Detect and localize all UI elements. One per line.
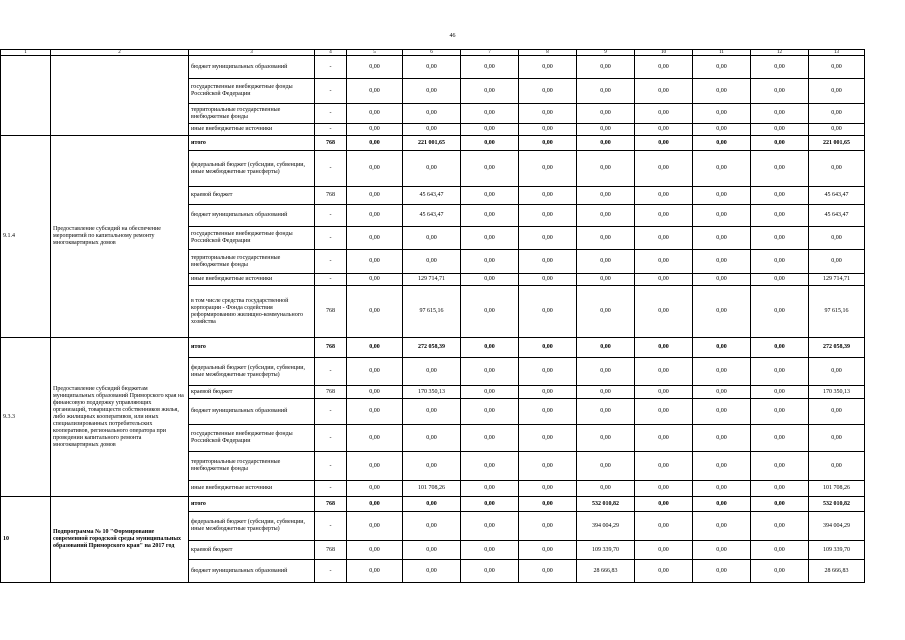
amount-cell: 0,00 [461,286,519,338]
amount-cell: 0,00 [577,425,635,452]
item-code: 9.3.3 [1,338,51,497]
amount-cell: 0,00 [461,358,519,386]
amount-cell: 0,00 [403,124,461,136]
item-name: Предоставление субсидий бюджетам муниципальных образований Приморского края на финансовую поддержку управляющих организаций, товариществ собственников жилья, либо жилищных кооперативов, или иных специализированных потребительских кооперативов, регионального оператора при проведении капитального ремонта многоквартирных домов [51,338,189,497]
funding-source: территориальные государственные внебюджетные фонды [189,104,315,124]
amount-cell: 0,00 [403,497,461,512]
amount-cell: 28 666,83 [577,560,635,583]
column-number: 10 [635,50,693,56]
amount-cell: 97 615,16 [809,286,865,338]
item-code: 9.1.4 [1,136,51,338]
admin-code: - [315,227,347,250]
amount-cell: 0,00 [693,104,751,124]
amount-cell: 0,00 [635,425,693,452]
amount-cell: 0,00 [347,250,403,274]
amount-cell: 0,00 [347,124,403,136]
amount-cell: 0,00 [403,399,461,425]
amount-cell: 394 004,29 [577,512,635,541]
admin-code: - [315,481,347,497]
item-code: 10 [1,497,51,583]
amount-cell: 0,00 [519,56,577,79]
amount-cell: 0,00 [751,124,809,136]
amount-cell: 0,00 [693,250,751,274]
column-number: 1 [1,50,51,56]
funding-source: федеральный бюджет (субсидии, субвенции, иные межбюджетные трансферты) [189,151,315,187]
amount-cell: 0,00 [347,136,403,151]
amount-cell: 101 708,26 [403,481,461,497]
amount-cell: 0,00 [809,250,865,274]
amount-cell: 45 643,47 [403,205,461,227]
column-number: 8 [519,50,577,56]
amount-cell: 0,00 [519,250,577,274]
amount-cell: 0,00 [751,541,809,560]
amount-cell: 0,00 [751,358,809,386]
amount-cell: 0,00 [635,541,693,560]
funding-source: государственные внебюджетные фонды Российской Федерации [189,227,315,250]
admin-code: - [315,452,347,481]
amount-cell: 0,00 [693,497,751,512]
amount-cell: 45 643,47 [403,187,461,205]
amount-cell: 0,00 [519,358,577,386]
amount-cell: 0,00 [751,136,809,151]
cont-code-cell [1,56,51,136]
amount-cell: 0,00 [461,205,519,227]
amount-cell: 0,00 [635,481,693,497]
amount-cell: 0,00 [461,481,519,497]
admin-code: 768 [315,497,347,512]
funding-source: федеральный бюджет (субсидии, субвенции, иные межбюджетные трансферты) [189,358,315,386]
amount-cell: 0,00 [693,481,751,497]
amount-cell: 0,00 [347,452,403,481]
funding-source: итого [189,338,315,358]
table-row [1,56,865,79]
amount-cell: 0,00 [347,358,403,386]
amount-cell: 129 714,71 [403,274,461,286]
admin-code: - [315,399,347,425]
funding-source: бюджет муниципальных образований [189,560,315,583]
amount-cell: 0,00 [461,425,519,452]
amount-cell: 0,00 [577,358,635,386]
amount-cell: 0,00 [577,274,635,286]
amount-cell: 0,00 [403,358,461,386]
amount-cell: 0,00 [577,227,635,250]
admin-code: - [315,205,347,227]
amount-cell: 0,00 [347,399,403,425]
amount-cell: 0,00 [751,79,809,104]
amount-cell: 0,00 [403,512,461,541]
amount-cell: 0,00 [347,541,403,560]
amount-cell: 0,00 [635,56,693,79]
amount-cell: 0,00 [519,187,577,205]
amount-cell: 0,00 [809,79,865,104]
amount-cell: 0,00 [693,560,751,583]
funding-source: бюджет муниципальных образований [189,205,315,227]
amount-cell: 0,00 [403,560,461,583]
column-number: 3 [189,50,315,56]
amount-cell: 0,00 [403,541,461,560]
amount-cell: 109 339,70 [577,541,635,560]
amount-cell: 0,00 [751,560,809,583]
admin-code: 768 [315,286,347,338]
amount-cell: 0,00 [403,227,461,250]
amount-cell: 0,00 [519,386,577,399]
column-number: 5 [347,50,403,56]
amount-cell: 0,00 [751,399,809,425]
amount-cell: 272 058,39 [403,338,461,358]
amount-cell: 0,00 [809,425,865,452]
admin-code: 768 [315,541,347,560]
amount-cell: 0,00 [635,338,693,358]
column-number: 2 [51,50,189,56]
amount-cell: 0,00 [519,136,577,151]
amount-cell: 0,00 [461,250,519,274]
amount-cell: 0,00 [577,104,635,124]
funding-source: итого [189,136,315,151]
table-row [1,497,865,512]
funding-source: итого [189,497,315,512]
amount-cell: 0,00 [461,136,519,151]
amount-cell: 0,00 [693,399,751,425]
funding-source: в том числе средства государственной корпорации - Фонда содействия реформированию жилищно-коммунального хозяйства [189,286,315,338]
column-number: 12 [751,50,809,56]
amount-cell: 97 615,16 [403,286,461,338]
admin-code: 768 [315,386,347,399]
amount-cell: 0,00 [403,151,461,187]
amount-cell: 0,00 [461,541,519,560]
column-number: 7 [461,50,519,56]
admin-code: 768 [315,136,347,151]
admin-code: - [315,425,347,452]
amount-cell: 0,00 [519,497,577,512]
table-row [1,338,865,358]
amount-cell: 532 010,82 [577,497,635,512]
funding-source: краевой бюджет [189,541,315,560]
funding-source: федеральный бюджет (субсидии, субвенции, иные межбюджетные трансферты) [189,512,315,541]
amount-cell: 0,00 [635,560,693,583]
amount-cell: 0,00 [577,481,635,497]
amount-cell: 0,00 [519,151,577,187]
amount-cell: 0,00 [693,79,751,104]
amount-cell: 221 001,65 [403,136,461,151]
admin-code: - [315,274,347,286]
amount-cell: 0,00 [693,512,751,541]
amount-cell: 0,00 [347,386,403,399]
amount-cell: 0,00 [347,205,403,227]
amount-cell: 0,00 [519,124,577,136]
amount-cell: 0,00 [577,136,635,151]
amount-cell: 0,00 [577,250,635,274]
amount-cell: 0,00 [403,425,461,452]
item-name: Подпрограмма № 10 "Формирование современной городской среды муниципальных образований Приморского края" на 2017 год [51,497,189,583]
amount-cell: 221 001,65 [809,136,865,151]
amount-cell: 0,00 [577,56,635,79]
amount-cell: 0,00 [635,386,693,399]
amount-cell: 0,00 [693,124,751,136]
amount-cell: 0,00 [693,205,751,227]
amount-cell: 0,00 [461,497,519,512]
admin-code: - [315,358,347,386]
amount-cell: 0,00 [403,104,461,124]
amount-cell: 0,00 [693,187,751,205]
amount-cell: 0,00 [519,452,577,481]
amount-cell: 0,00 [751,338,809,358]
amount-cell: 0,00 [751,452,809,481]
amount-cell: 0,00 [635,124,693,136]
amount-cell: 0,00 [809,151,865,187]
amount-cell: 0,00 [347,104,403,124]
column-number: 4 [315,50,347,56]
amount-cell: 0,00 [461,512,519,541]
admin-code: 768 [315,187,347,205]
amount-cell: 0,00 [693,136,751,151]
amount-cell: 0,00 [461,104,519,124]
column-number: 6 [403,50,461,56]
amount-cell: 0,00 [347,187,403,205]
funding-source: краевой бюджет [189,386,315,399]
column-number: 11 [693,50,751,56]
amount-cell: 0,00 [577,452,635,481]
table-row [1,136,865,151]
amount-cell: 0,00 [461,560,519,583]
amount-cell: 0,00 [635,512,693,541]
amount-cell: 45 643,47 [809,205,865,227]
amount-cell: 0,00 [693,56,751,79]
amount-cell: 101 708,26 [809,481,865,497]
amount-cell: 0,00 [809,399,865,425]
amount-cell: 0,00 [693,274,751,286]
amount-cell: 0,00 [461,399,519,425]
amount-cell: 0,00 [635,286,693,338]
amount-cell: 0,00 [693,386,751,399]
page-number: 46 [449,33,456,39]
amount-cell: 0,00 [347,425,403,452]
amount-cell: 0,00 [577,151,635,187]
amount-cell: 0,00 [519,425,577,452]
column-number: 13 [809,50,865,56]
amount-cell: 0,00 [577,399,635,425]
amount-cell: 0,00 [461,452,519,481]
amount-cell: 109 339,70 [809,541,865,560]
funding-source: территориальные государственные внебюджетные фонды [189,250,315,274]
amount-cell: 0,00 [809,452,865,481]
amount-cell: 0,00 [403,79,461,104]
amount-cell: 0,00 [519,399,577,425]
amount-cell: 0,00 [751,425,809,452]
table-body [1,50,865,583]
amount-cell: 170 350,13 [403,386,461,399]
admin-code: - [315,250,347,274]
amount-cell: 0,00 [693,452,751,481]
amount-cell: 0,00 [693,425,751,452]
admin-code: - [315,79,347,104]
amount-cell: 0,00 [751,227,809,250]
budget-table [0,49,865,583]
amount-cell: 0,00 [461,56,519,79]
amount-cell: 0,00 [751,274,809,286]
amount-cell: 0,00 [751,250,809,274]
amount-cell: 0,00 [809,104,865,124]
funding-source: краевой бюджет [189,187,315,205]
item-name: Предоставление субсидий на обеспечение мероприятий по капитальному ремонту многоквартирных домов [51,136,189,338]
amount-cell: 0,00 [751,481,809,497]
amount-cell: 0,00 [693,227,751,250]
amount-cell: 0,00 [461,151,519,187]
amount-cell: 0,00 [809,227,865,250]
funding-source: бюджет муниципальных образований [189,56,315,79]
amount-cell: 0,00 [635,151,693,187]
amount-cell: 0,00 [461,338,519,358]
admin-code: - [315,560,347,583]
amount-cell: 0,00 [519,512,577,541]
amount-cell: 0,00 [461,386,519,399]
amount-cell: 0,00 [347,286,403,338]
funding-source: иные внебюджетные источники [189,274,315,286]
amount-cell: 0,00 [347,79,403,104]
amount-cell: 0,00 [635,205,693,227]
amount-cell: 0,00 [577,386,635,399]
amount-cell: 0,00 [403,56,461,79]
admin-code: - [315,56,347,79]
amount-cell: 0,00 [347,338,403,358]
amount-cell: 0,00 [751,386,809,399]
admin-code: - [315,104,347,124]
amount-cell: 45 643,47 [809,187,865,205]
amount-cell: 28 666,83 [809,560,865,583]
amount-cell: 0,00 [519,286,577,338]
admin-code: - [315,124,347,136]
amount-cell: 0,00 [461,187,519,205]
amount-cell: 0,00 [461,274,519,286]
amount-cell: 0,00 [693,358,751,386]
amount-cell: 0,00 [635,274,693,286]
amount-cell: 0,00 [461,124,519,136]
amount-cell: 0,00 [519,541,577,560]
amount-cell: 0,00 [347,560,403,583]
admin-code: 768 [315,338,347,358]
amount-cell: 0,00 [635,399,693,425]
amount-cell: 0,00 [635,452,693,481]
amount-cell: 0,00 [693,338,751,358]
amount-cell: 0,00 [519,338,577,358]
amount-cell: 0,00 [751,151,809,187]
amount-cell: 0,00 [751,187,809,205]
amount-cell: 170 350,13 [809,386,865,399]
amount-cell: 0,00 [519,104,577,124]
amount-cell: 0,00 [635,250,693,274]
amount-cell: 0,00 [693,151,751,187]
funding-source: иные внебюджетные источники [189,481,315,497]
funding-source: иные внебюджетные источники [189,124,315,136]
amount-cell: 0,00 [403,452,461,481]
amount-cell: 0,00 [751,286,809,338]
admin-code: - [315,512,347,541]
amount-cell: 0,00 [577,286,635,338]
amount-cell: 532 010,82 [809,497,865,512]
amount-cell: 0,00 [519,205,577,227]
amount-cell: 0,00 [461,79,519,104]
amount-cell: 0,00 [635,227,693,250]
amount-cell: 0,00 [519,481,577,497]
amount-cell: 0,00 [577,187,635,205]
amount-cell: 0,00 [635,187,693,205]
amount-cell: 394 004,29 [809,512,865,541]
amount-cell: 0,00 [693,541,751,560]
funding-source: государственные внебюджетные фонды Российской Федерации [189,79,315,104]
amount-cell: 0,00 [577,205,635,227]
amount-cell: 0,00 [347,512,403,541]
amount-cell: 0,00 [519,274,577,286]
amount-cell: 0,00 [519,79,577,104]
amount-cell: 0,00 [347,227,403,250]
admin-code: - [315,151,347,187]
amount-cell: 0,00 [461,227,519,250]
funding-source: бюджет муниципальных образований [189,399,315,425]
amount-cell: 0,00 [693,286,751,338]
amount-cell: 0,00 [347,497,403,512]
column-number: 9 [577,50,635,56]
amount-cell: 0,00 [347,274,403,286]
amount-cell: 0,00 [519,227,577,250]
amount-cell: 0,00 [577,79,635,104]
cont-name-cell [51,56,189,136]
amount-cell: 0,00 [809,56,865,79]
amount-cell: 272 058,39 [809,338,865,358]
amount-cell: 0,00 [635,79,693,104]
amount-cell: 0,00 [347,481,403,497]
amount-cell: 0,00 [635,104,693,124]
amount-cell: 0,00 [347,56,403,79]
amount-cell: 0,00 [347,151,403,187]
amount-cell: 0,00 [635,136,693,151]
amount-cell: 0,00 [809,358,865,386]
funding-source: государственные внебюджетные фонды Российской Федерации [189,425,315,452]
amount-cell: 0,00 [403,250,461,274]
amount-cell: 0,00 [635,358,693,386]
amount-cell: 0,00 [635,497,693,512]
amount-cell: 129 714,71 [809,274,865,286]
amount-cell: 0,00 [577,338,635,358]
amount-cell: 0,00 [751,56,809,79]
funding-source: территориальные государственные внебюджетные фонды [189,452,315,481]
amount-cell: 0,00 [577,124,635,136]
amount-cell: 0,00 [751,512,809,541]
amount-cell: 0,00 [751,104,809,124]
amount-cell: 0,00 [751,497,809,512]
amount-cell: 0,00 [751,205,809,227]
amount-cell: 0,00 [809,124,865,136]
amount-cell: 0,00 [519,560,577,583]
